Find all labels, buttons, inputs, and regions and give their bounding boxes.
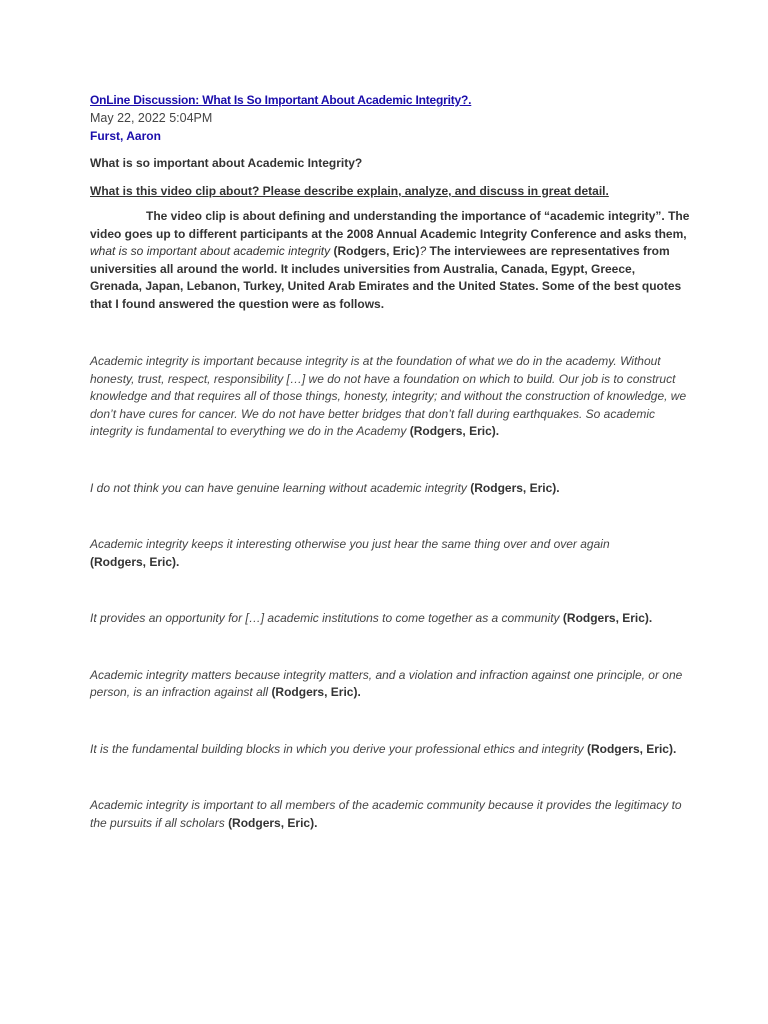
quote-block <box>90 610 690 628</box>
intro-paragraph <box>90 208 690 313</box>
post-title-link[interactable]: OnLine Discussion: What Is So Important About Academic Integrity?. <box>90 93 472 107</box>
quote-block <box>90 353 690 441</box>
quote-citation: (Rodgers, Eric). <box>470 480 560 495</box>
quote-block <box>90 480 690 498</box>
document-page <box>90 92 690 832</box>
quote-citation: (Rodgers, Eric). <box>562 611 653 625</box>
quote-block <box>90 797 690 832</box>
post-date: May 22, 2022 5:04PM <box>90 110 213 125</box>
post-author: Furst, Aaron <box>90 128 161 143</box>
intro-text-1: The video clip is about defining and understanding the importance of “academic integrity”. The video goes up to different participants at the 2008 Annual Academic Integrity Conference and asks them, <box>90 209 690 241</box>
quote-citation: (Rodgers, Eric). <box>271 685 361 699</box>
intro-italic-question: what is so important about academic integrity <box>90 244 331 258</box>
quote-citation: (Rodgers, Eric). <box>228 815 318 830</box>
quote-text: Academic integrity keeps it interesting otherwise you just hear the same thing over and over again <box>90 537 610 551</box>
quote-text: It is the fundamental building blocks in which you derive your professional ethics and integrity <box>90 741 587 756</box>
discussion-subquestion: What is this video clip about? Please describe explain, analyze, and discuss in great detail. <box>90 183 609 198</box>
quote-citation: (Rodgers, Eric). <box>90 554 180 569</box>
quote-block <box>90 667 690 702</box>
intro-text-3: The interviewees are representatives from universities all around the world. It includes universities from Australia, Canada, Egypt, Greece, Grenada, Japan, Lebanon, Turkey, United Arab Emirates and the United States. Some of the best quotes that I found answered the question were as follows. <box>90 244 682 311</box>
quote-citation: (Rodgers, Eric). <box>409 424 500 438</box>
quote-text: Academic integrity is important because integrity is at the foundation of what we do in the academy. Without honesty, trust, respect, responsibility […] we do not have a foundation on which to build. Our job is to construct knowledge and that requires all of those things, honesty, integrity; and without the construction of knowledge, we don’t have cures for cancer. We do not have better bridges that don’t fall during earthquakes. So academic integrity is fundamental to everything we do in the Academy <box>90 354 687 438</box>
quote-text: Academic integrity matters because integrity matters, and a violation and infraction against one principle, or one person, is an infraction against all <box>90 667 683 699</box>
quote-block <box>90 741 690 759</box>
intro-italic-mark: ? <box>419 244 427 258</box>
discussion-question: What is so important about Academic Integrity? <box>90 156 363 170</box>
quote-text: It provides an opportunity for […] academic institutions to come together as a community <box>90 611 563 625</box>
quote-block <box>90 536 690 571</box>
quote-text: Academic integrity is important to all members of the academic community because it provides the legitimacy to the pursuits if all scholars <box>90 798 682 830</box>
intro-text-2: (Rodgers, Eric) <box>330 244 420 258</box>
quote-text: I do not think you can have genuine learning without academic integrity <box>90 480 471 495</box>
quote-citation: (Rodgers, Eric). <box>586 741 677 756</box>
